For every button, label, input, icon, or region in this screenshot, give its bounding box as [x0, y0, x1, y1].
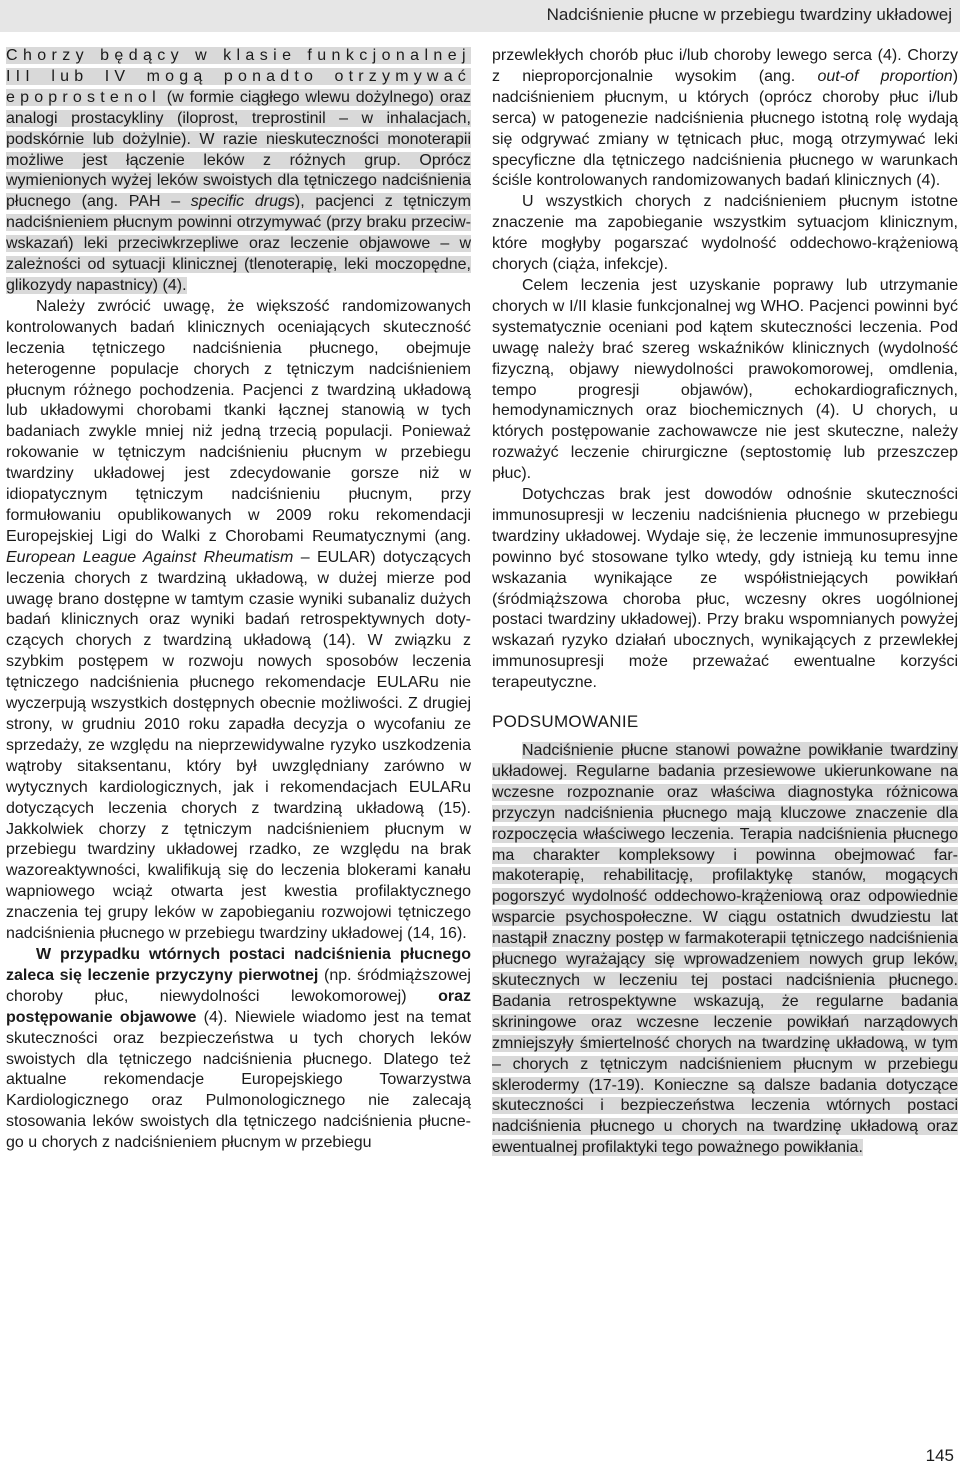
text-run: (w formie ciągłego wlewu dożylnego) oraz analogi prostacykliny (iloprost, treprostinil – w inhalacjach, podskórnie lub dożylnie). W razie nieskuteczności monoterapii możliwe jest łączenie leków z różnych grup. Oprócz wymienionych wyżej leków swoistych dla tętniczego nadciśnienia płucnego (ang. PAH – — [6, 88, 471, 211]
highlighted-text: Nadciśnienie płucne stanowi poważne powikłanie twardziny układowej. Regularne badania przesiewowe ukierunkowane na wczesne rozpoznanie oraz właściwa diagnostyka różnicowa przyczyn nadciśnienia płucnego mają kluczowe znaczenie dla rozpoczęcia właściwego leczenia. Terapia nadciśnienia płucnego ma charakter kompleksowy i powinna obejmować farmakoterapię, rehabilitację, profilaktykę stanów, mogących pogorszyć wydolność oddechowo-krążeniową oraz odpowiednie wsparcie psychospołeczne. W ciągu ostatnich dwudziestu lat nastąpił znaczny postęp w farmakoterapii tętniczego nadciśnienia płucnego wyrażający się wprowadzeniem nowych grup leków, skutecznych w leczeniu tej postaci nadciśnienia płucnego. Badania retrospektywne wskazują, że regularne badania skriningowe oraz wczesne leczenie powikłań narządowych zmniejszyły śmiertelność chorych na twardzinę układową, w tym – chorych z tętniczym nadciśnieniem płucnym w przebiegu sklerodermy (17-19). Konieczne są dalsze badania dotyczące skuteczności i bezpieczeństwa leczenia wtórnych postaci nadciśnienia płucnego u chorych na twardzinę układową oraz ewentualnej profilaktyki tego poważnego powikłania. — [492, 742, 958, 1157]
summary-paragraph — [492, 741, 958, 1159]
spaced-text: III lub IV mogą ponadto otrzymywać — [6, 67, 471, 85]
italic-term: out-of proportion — [817, 67, 953, 85]
italic-term: specific drugs — [190, 193, 295, 211]
page-number: 145 — [925, 1446, 954, 1465]
running-header — [0, 0, 960, 32]
bold-text: W przypadku wtórnych postaci nadciśnienia płucnego zaleca się leczenie przyczyny pierwotnej — [6, 945, 471, 984]
paragraph: U wszystkich chorych z nadciśnieniem płucnym istotne znaczenie ma zapobieganie wszystkim sytuacjom klinicznym, które mogłyby pogarszać wydolność oddechowo-krążeniową chorych (ciąża, infekcje). — [492, 193, 958, 274]
right-column — [492, 46, 958, 1159]
paragraph — [6, 945, 471, 1154]
running-title: Nadciśnienie płucne w przebiegu twardziny układowej — [546, 5, 952, 24]
paragraph: Celem leczenia jest uzyskanie poprawy lub utrzymanie chorych w I/II klasie funkcjonalnej wg WHO. Pacjenci powinni być systematycznie oceniani pod kątem skuteczności leczenia. Pod uwagę należy brać szereg wskaźników klinicznych (wydolność fizyczną, objawy niewydolności prawokomorowej, omdlenia, tempo progresji objawów), echokardiograficznych, hemodynamicznych oraz biochemicznych (4). U chorych, u których postępowanie zachowawcze nie jest skuteczne, należy rozważyć leczenie chirurgiczne (septostomię lub przeszczep płuc). — [492, 276, 958, 483]
spaced-text: Chorzy będący w klasie funkcjonalnej — [6, 47, 471, 64]
section-heading: PODSUMOWANIE — [492, 712, 639, 732]
text-run: (np. śródmiąższowej choroby płuc, niewydolności lewokomorowej) — [6, 966, 471, 1005]
paragraph — [492, 46, 958, 192]
text-run: ) nadciśnieniem płucnym, u których (oprócz choroby płuc i/lub serca) w patogenezie nadciśnienia płucnego istotną rolę wydają się odgrywać zmiany w tętnicach płuc, mogą otrzymywać leki specyficzne dla tętniczego nadciśnienia płucnego w warunkach ściśle kontrolowanych randomizowanych badań klinicznych (4). — [492, 67, 959, 190]
paragraph: Dotychczas brak jest dowodów odnośnie skuteczności immunosupresji w leczeniu nadciśnienia płucnego w przebiegu twardziny układowej. Wydaje się, że leczenie immunosupresyjne powinno być stosowane tylko wtedy, gdy istnieją ku temu inne wskazania wynikające ze współistniejących powikłań (śródmiąższowa choroba płuc, wczesny okres uogólnionej postaci twardziny układowej). Przy braku wspomnianych powyżej wskazań ryzyko działań ubocznych, wynikających z przewlekłej immunosupresji może przeważać ewentualne korzyści terapeutyczne. — [492, 486, 958, 692]
text-run: (4). Niewiele wiadomo jest na temat skuteczności oraz bezpieczeństwa u tych chorych leków swoistych dla tętniczego nadciśnienia płucnego. Dlatego też aktualne rekomendacje Europejskiego Towarzystwa Kardiologicznego oraz Pulmonologicznego nie zalecają stosowania leków swoistych dla tętniczego nadciśnienia płucnego u chorych z nadciśnieniem płucnym w przebiegu — [6, 1008, 471, 1152]
paragraph — [6, 46, 471, 297]
text-run: ), pacjenci z tętniczym nadciśnieniem płucnym powinni otrzymywać (przy braku przeciwwskazań) leki przeciwkrzepliwe oraz leczenie objawowe – w zależności od sytuacji klinicznej (tlenoterapię, leki moczopędne, glikozydy napastnicy) (4). — [6, 193, 471, 294]
paragraph — [6, 297, 471, 945]
left-column — [6, 46, 471, 1154]
highlighted-text — [6, 47, 471, 294]
italic-term: European League Against Rheumatism — [6, 548, 294, 566]
spaced-text: epoprostenol — [6, 88, 161, 106]
text-run: – EULAR) dotyczących leczenia chorych z twardziną układową, w dużej mierze pod uwagę brano dostępne w tamtym czasie wyniki subanaliz dużych badań klinicznych oraz wyniki badań retrospektywnych dotyczących chorych z twardziną układową (14). W związku z szybkim postępem w rozwoju nowych sposobów leczenia tętniczego nadciśnienia płucnego rekomendacje EULARu nie wyczerpują wszystkich dostępnych obecnie możliwości. Z drugiej strony, w grudniu 2010 roku zapadła decyzja o wycofaniu ze sprzedaży, ze względu na nieprzewidywalne ryzyko uszkodzenia wątroby sitaksentanu, który był uwzględniany zarówno w wytycznych kardiologicznych, jak i rekomendacjach EULARu dotyczących leczenia chorych z twardziną układową (15). Jakkolwiek chorzy z tętniczym nadciśnieniem płucnym w przebiegu twardziny układowej rzadko, ze względu na brak wazoreaktywności, kwalifikują się do leczenia blokerami kanału wapniowego wciąż otwarta jest kwestia profilaktycznego znaczenia tej grupy leków w zapobieganiu rozwojowi tętniczego nadciśnienia płucnego w przebiegu twardziny układowej (14, 16). — [6, 548, 471, 943]
bold-text: oraz postępowanie objawowe — [6, 987, 471, 1026]
text-run: przewlekłych chorób płuc i/lub choroby lewego serca (4). Chorzy z nieproporcjonalnie wysokim (ang. — [492, 47, 958, 85]
text-run: Należy zwrócić uwagę, że większość randomizowanych kontrolowanych badań klinicznych oceniających skuteczność leczenia tętniczego nadciśnienia płucnego, obejmuje heterogenne populacje chorych z tętniczym nadciśnieniem płucnym różnego pochodzenia. Pacjenci z twardziną układową lub układowymi chorobami tkanki łącznej stanowią w tych badaniach zwykle mniej niż jedną trzecią populacji. Ponieważ rokowanie w tętniczym nadciśnieniu płucnym w przebiegu twardziny układowej jest zdecydowanie gorsze niż w idiopatycznym tętniczym nadciśnieniu płucnym, przy formułowaniu opublikowanych w 2009 roku rekomendacji Europejskiej Ligi do Walki z Chorobami Reumatycznymi (ang. — [6, 297, 471, 545]
